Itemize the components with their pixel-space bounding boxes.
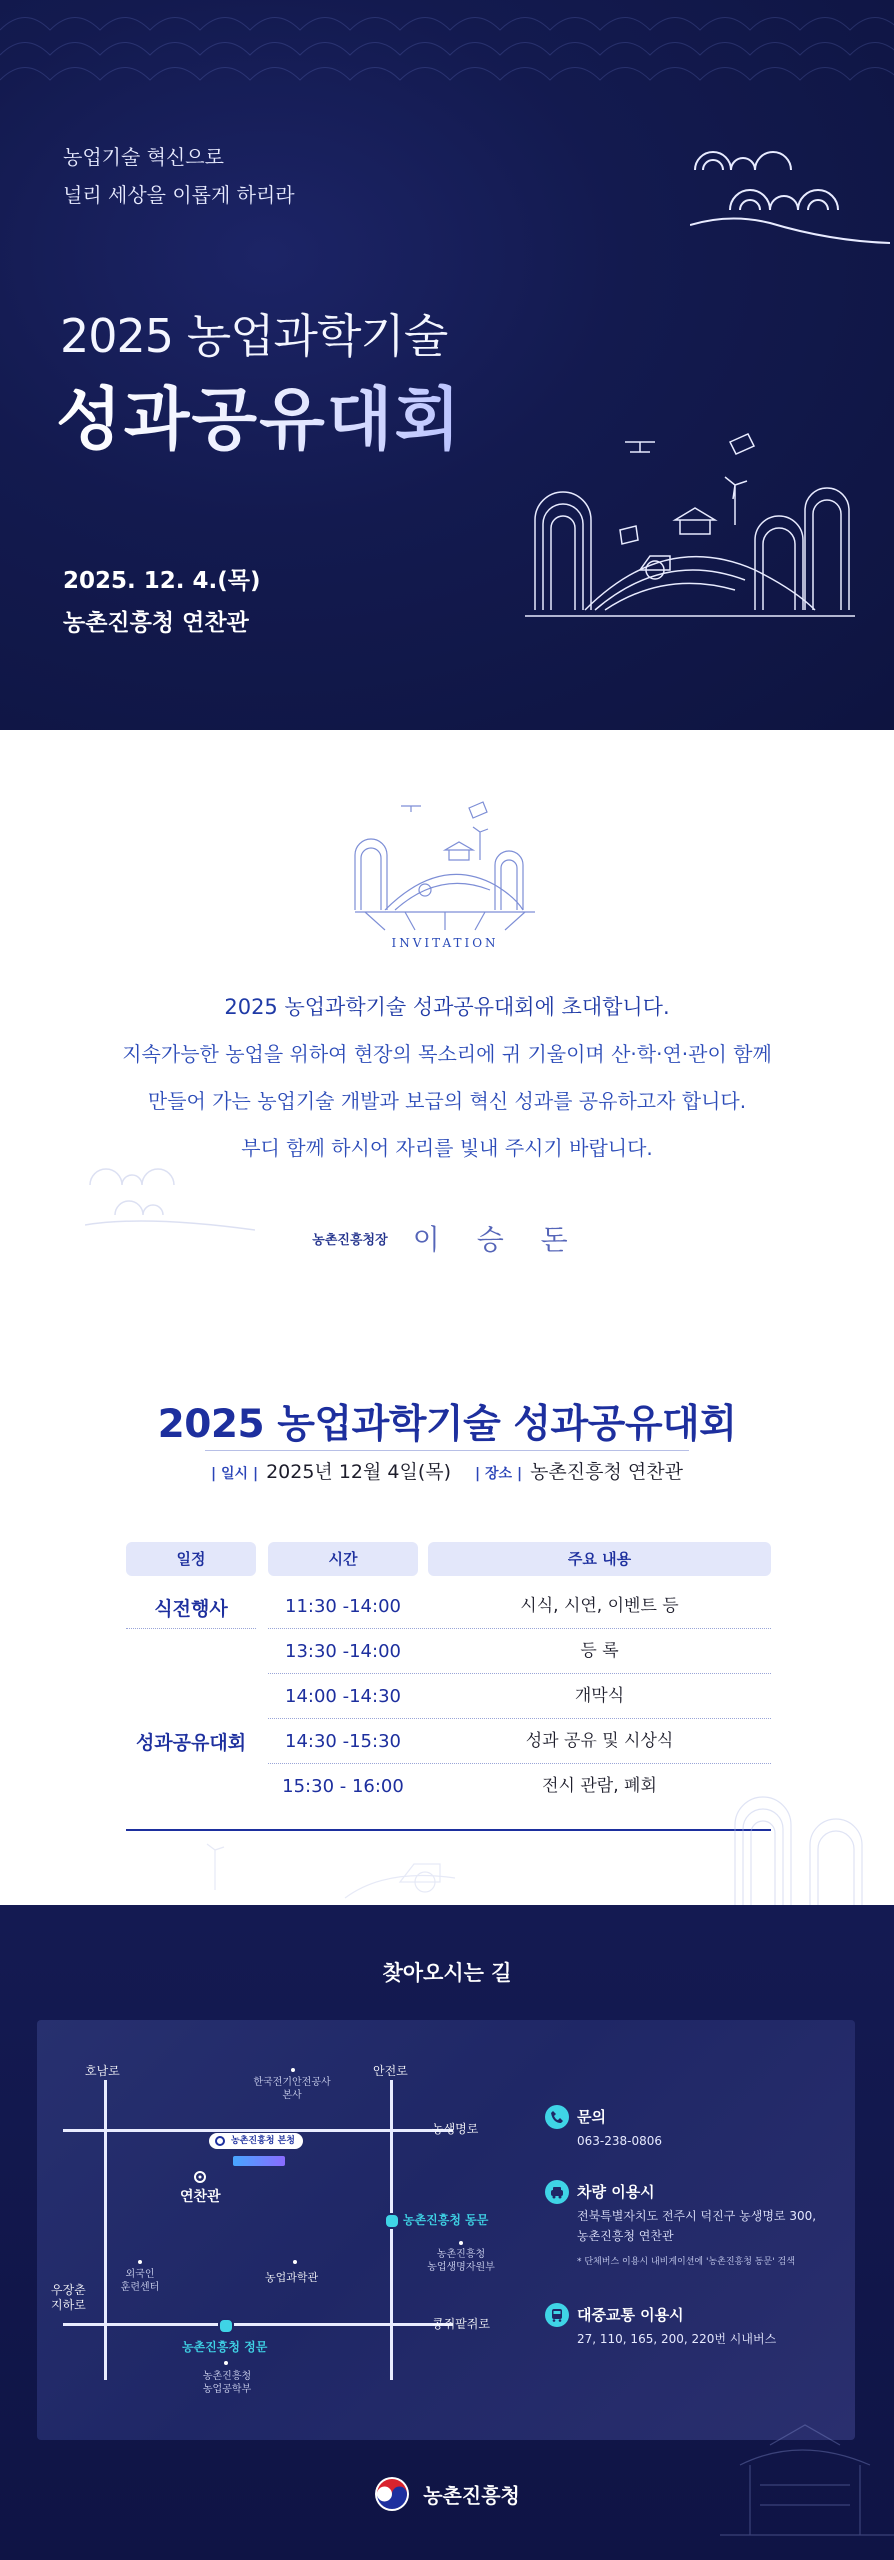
label-anjeon: 안전로 [373,2064,408,2078]
label-hq: 농촌진흥청 본청 [231,2136,295,2146]
label-nongsaengmyeong: 농생명로 [432,2122,479,2136]
car-address-line1: 전북특별자치도 전주시 덕진구 농생명로 300, [577,2209,817,2223]
label-dept-eng: 농촌진흥청 농업공학부 [202,2371,252,2395]
row-time: 14:30 -15:30 [285,1731,401,1752]
hero-venue: 농촌진흥청 연찬관 [63,610,249,636]
schedule-info [0,1457,894,1484]
contact-title: 문의 [577,2108,606,2126]
hero-slogan [63,138,295,214]
directions-title: 찾아오시는 길 [382,1961,512,1985]
hero-title-line2: 성과공유대회 [56,366,462,463]
row-content: 등 록 [580,1641,619,1661]
taegeuk-logo-icon [374,2476,410,2512]
map-point [291,2068,295,2072]
row-divider [126,1628,256,1629]
hero-date: 2025. 12. 4.(목) [63,568,261,594]
directions-section [0,1905,894,2560]
tractor-decoration [195,1830,455,1900]
phone-icon [545,2105,569,2129]
label-kepco: 한국전기안전공사 본사 [253,2077,331,2101]
location-map [37,2020,855,2440]
hanok-decoration [720,2405,894,2545]
car-icon [545,2180,569,2204]
row-time: 14:00 -14:30 [285,1686,401,1707]
footer-logo [0,2476,894,2512]
map-point [138,2260,142,2264]
invitation-emblem-icon [345,790,545,950]
row-content: 시식, 시연, 이벤트 등 [520,1596,679,1616]
hero-slogan-line1: 농업기술 혁신으로 [63,145,224,169]
signer-name: 이 승 돈 [412,1223,582,1256]
road-kongjwi [63,2323,453,2326]
label-kongjwi: 콩쥐팥쥐로 [432,2317,490,2331]
road-honam [104,2080,107,2380]
invitation-message [0,992,894,1180]
map-point [224,2361,228,2365]
car-address [577,2206,816,2272]
row-content: 성과 공유 및 시상식 [525,1731,674,1751]
road-anjeon [390,2080,393,2380]
farm-landscape-illustration [525,430,855,630]
place-tag: | 장소 | [475,1466,523,1482]
date-value: 2025년 12월 4일(목) [266,1461,452,1483]
label-foreign-center: 외국인 훈련센터 [120,2269,160,2293]
header-content: 주요 내용 [428,1542,771,1576]
east-gate-marker [384,2213,400,2229]
cloud-icon [690,140,890,250]
hero-event-info [63,560,261,644]
label-honam: 호남로 [85,2064,120,2078]
hero-section [0,0,894,730]
title-divider [205,1450,689,1451]
date-tag: | 일시 | [211,1466,259,1482]
invitation-section [0,730,894,1320]
schedule-title: 2025 농업과학기술 성과공유대회 [157,1402,737,1447]
label-east-gate: 농촌진흥청 동문 [403,2213,489,2227]
invitation-line2: 지속가능한 농업을 위하여 현장의 목소리에 귀 기울이며 산·학·연·관이 함께 [122,1042,772,1066]
row-content: 전시 관람, 폐회 [542,1776,657,1796]
location-pin-icon [193,2170,207,2184]
row-content: 개막식 [574,1686,625,1706]
signature [0,1218,894,1258]
label-ujangsan: 우장춘 지하로 [51,2283,86,2312]
bus-lines: 27, 110, 165, 200, 220번 시내버스 [577,2332,777,2346]
invitation-emblem-label: INVITATION [391,936,499,950]
arch-decoration [730,1775,880,1905]
car-note: * 단체버스 이용시 내비게이션에 '농촌진흥청 동문' 검색 [577,2257,795,2267]
label-yeonchan: 연찬관 [180,2189,221,2205]
road-nongsaengmyeong [63,2129,453,2132]
map-point [293,2260,297,2264]
hq-marker [209,2133,303,2149]
map-point [459,2241,463,2245]
place-value: 농촌진흥청 연찬관 [530,1461,683,1483]
bus-title: 대중교통 이용시 [577,2306,684,2324]
row-time: 13:30 -14:00 [285,1641,401,1662]
invitation-line3: 만들어 가는 농업기술 개발과 보급의 혁신 성과를 공유하고자 합니다. [147,1089,747,1113]
signer-title: 농촌진흥청장 [312,1232,388,1248]
label-main-gate: 농촌진흥청 정문 [182,2340,268,2354]
main-gate-marker [218,2318,234,2334]
contact-phone[interactable]: 063-238-0806 [577,2134,663,2148]
hero-title-line1: 2025 농업과학기술 [60,309,448,363]
car-address-line2: 농촌진흥청 연찬관 [577,2229,674,2243]
location-pin-icon [215,2136,225,2146]
category-main-event: 성과공유대회 [135,1732,247,1754]
wave-pattern-decoration [0,0,894,90]
label-agri-hall: 농업과학관 [265,2271,319,2284]
car-title: 차량 이용시 [577,2183,655,2201]
row-time: 15:30 - 16:00 [282,1776,404,1797]
header-time: 시간 [268,1542,418,1576]
header-program: 일정 [126,1542,256,1576]
row-time: 11:30 -14:00 [285,1596,401,1617]
schedule-section [0,1320,894,1905]
bus-icon [545,2303,569,2327]
footer-org-name: 농촌진흥청 [423,2483,520,2508]
hq-building [233,2156,285,2166]
label-dept-bio: 농촌진흥청 농업생명자원부 [427,2249,495,2273]
hero-slogan-line2: 널리 세상을 이롭게 하리라 [63,183,295,207]
invitation-line4: 부디 함께 하시어 자리를 빛내 주시기 바랍니다. [241,1136,653,1160]
invitation-line1: 2025 농업과학기술 성과공유대회에 초대합니다. [224,995,670,1019]
category-pre-event: 식전행사 [154,1598,228,1620]
